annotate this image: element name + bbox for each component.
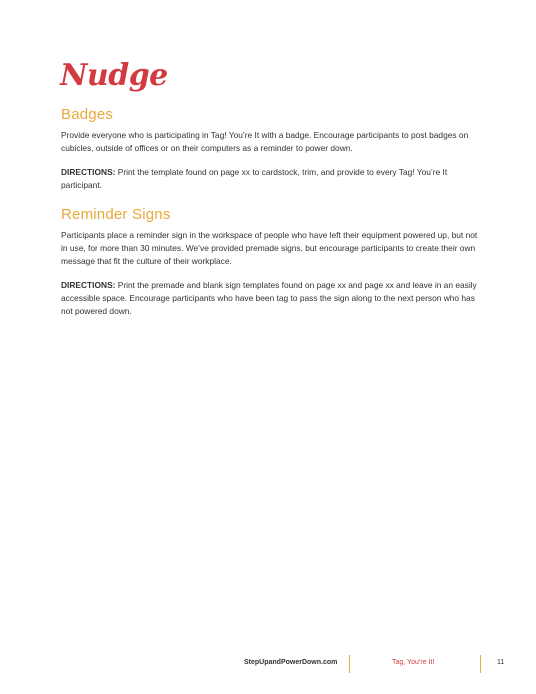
badges-directions-text: Print the template found on page xx to cardstock, trim, and provide to every Tag! You’re It participant. bbox=[61, 167, 448, 190]
footer-tagline: Tag, You’re It! bbox=[392, 659, 435, 666]
footer-website-link[interactable]: StepUpandPowerDown.com bbox=[244, 659, 338, 666]
page-number: 11 bbox=[497, 659, 505, 666]
badges-directions-label: DIRECTIONS: bbox=[61, 167, 116, 177]
badges-section bbox=[61, 106, 479, 203]
reminder-directions-label: DIRECTIONS: bbox=[61, 280, 116, 290]
page-footer bbox=[0, 655, 536, 675]
reminder-signs-directions bbox=[61, 279, 479, 318]
reminder-directions-text: Print the premade and blank sign templates found on page xx and page xx and leave in an easily accessible space. Encourage participants who have been tag to pass the sign along to the next person who has not powered down. bbox=[61, 280, 477, 316]
badges-directions bbox=[61, 166, 479, 192]
footer-divider bbox=[349, 655, 350, 673]
nudge-logo: Nudge bbox=[60, 58, 168, 93]
badges-body: Provide everyone who is participating in Tag! You’re It with a badge. Encourage participants to post badges on cubicles, outside of offices or on their computers as a reminder to power down. bbox=[61, 130, 469, 153]
reminder-signs-section bbox=[61, 206, 479, 329]
badges-heading: Badges bbox=[61, 106, 114, 123]
reminder-signs-body: Participants place a reminder sign in the workspace of people who have left their equipment powered up, but not in use, for more than 30 minutes. We’ve provided premade signs, but encourage participants to create their own message that fit the culture of their workplace. bbox=[61, 230, 478, 266]
footer-divider bbox=[480, 655, 481, 673]
reminder-signs-heading: Reminder Signs bbox=[61, 206, 171, 223]
